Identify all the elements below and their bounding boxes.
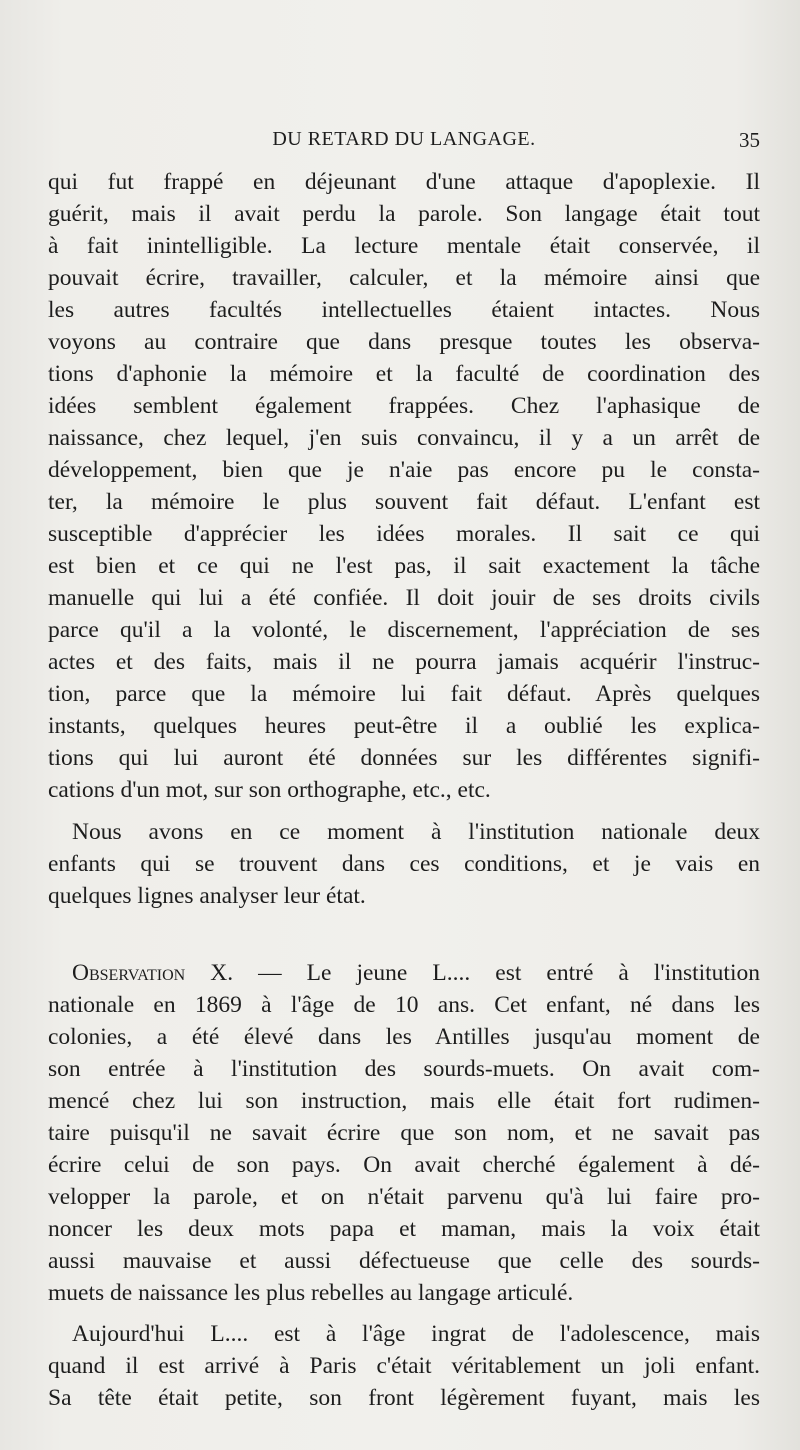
text-line: actes et des faits, mais il ne pourra jamais acquérir l'instruc- xyxy=(48,649,760,675)
text-line: guérit, mais il avait perdu la parole. Son langage était tout xyxy=(48,201,760,227)
text-line: Sa tête était petite, son front légèrement fuyant, mais les xyxy=(48,1385,760,1411)
text-line: noncer les deux mots papa et maman, mais la voix était xyxy=(48,1216,760,1242)
page-header xyxy=(48,128,760,156)
text-line: tions qui lui auront été données sur les différentes signifi- xyxy=(48,745,760,771)
text-line: velopper la parole, et on n'était parvenu qu'à lui faire pro- xyxy=(48,1184,760,1210)
text-line: son entrée à l'institution des sourds-muets. On avait com- xyxy=(48,1056,760,1082)
text-line: tions d'aphonie la mémoire et la faculté de coordination des xyxy=(48,361,760,387)
text-line: susceptible d'apprécier les idées morales. Il sait ce qui xyxy=(48,521,760,547)
text-line: Aujourd'hui L.... est à l'âge ingrat de l'adolescence, mais xyxy=(72,1321,760,1347)
text-line: manuelle qui lui a été confiée. Il doit jouir de ses droits civils xyxy=(48,585,760,611)
page-number: 35 xyxy=(739,128,760,152)
text-line: naissance, chez lequel, j'en suis convaincu, il y a un arrêt de xyxy=(48,425,760,451)
text-line: pouvait écrire, travailler, calculer, et la mémoire ainsi que xyxy=(48,265,760,291)
text-line: Nous avons en ce moment à l'institution nationale deux xyxy=(72,819,760,845)
text-line: idées semblent également frappées. Chez l'aphasique de xyxy=(48,393,760,419)
observation-label: Observation X. xyxy=(72,960,234,986)
text-line: écrire celui de son pays. On avait cherché également à dé- xyxy=(48,1152,760,1178)
text-line: les autres facultés intellectuelles étaient intactes. Nous xyxy=(48,297,760,323)
text-line: à fait inintelligible. La lecture mentale était conservée, il xyxy=(48,233,760,259)
text-line: est bien et ce qui ne l'est pas, il sait exactement la tâche xyxy=(48,553,760,579)
text-line: instants, quelques heures peut-être il a oublié les explica- xyxy=(48,713,760,739)
text-line: qui fut frappé en déjeunant d'une attaque d'apoplexie. Il xyxy=(48,169,760,195)
text-line: parce qu'il a la volonté, le discernement, l'appréciation de ses xyxy=(48,617,760,643)
observation-first-line xyxy=(72,957,760,989)
text-line: nationale en 1869 à l'âge de 10 ans. Cet enfant, né dans les xyxy=(48,992,760,1018)
text-line: quand il est arrivé à Paris c'était véritablement un joli enfant. xyxy=(48,1353,760,1379)
text-line: enfants qui se trouvent dans ces conditions, et je vais en xyxy=(48,851,760,877)
text-line: voyons au contraire que dans presque toutes les observa- xyxy=(48,329,760,355)
text-line: ter, la mémoire le plus souvent fait défaut. L'enfant est xyxy=(48,489,760,515)
text-line: — Le jeune L.... est entré à l'institution xyxy=(233,960,760,986)
text-line: aussi mauvaise et aussi défectueuse que celle des sourds- xyxy=(48,1248,760,1274)
text-line: muets de naissance les plus rebelles au langage articulé. xyxy=(48,1280,574,1306)
text-line: colonies, a été élevé dans les Antilles jusqu'au moment de xyxy=(48,1024,760,1050)
text-line: taire puisqu'il ne savait écrire que son nom, et ne savait pas xyxy=(48,1120,760,1146)
text-line: quelques lignes analyser leur état. xyxy=(48,883,366,909)
text-line: cations d'un mot, sur son orthographe, etc., etc. xyxy=(48,777,491,803)
text-line: développement, bien que je n'aie pas encore pu le consta- xyxy=(48,457,760,483)
text-line: tion, parce que la mémoire lui fait défaut. Après quelques xyxy=(48,681,760,707)
text-line: mencé chez lui son instruction, mais elle était fort rudimen- xyxy=(48,1088,760,1114)
running-title: DU RETARD DU LANGAGE. xyxy=(272,128,536,150)
